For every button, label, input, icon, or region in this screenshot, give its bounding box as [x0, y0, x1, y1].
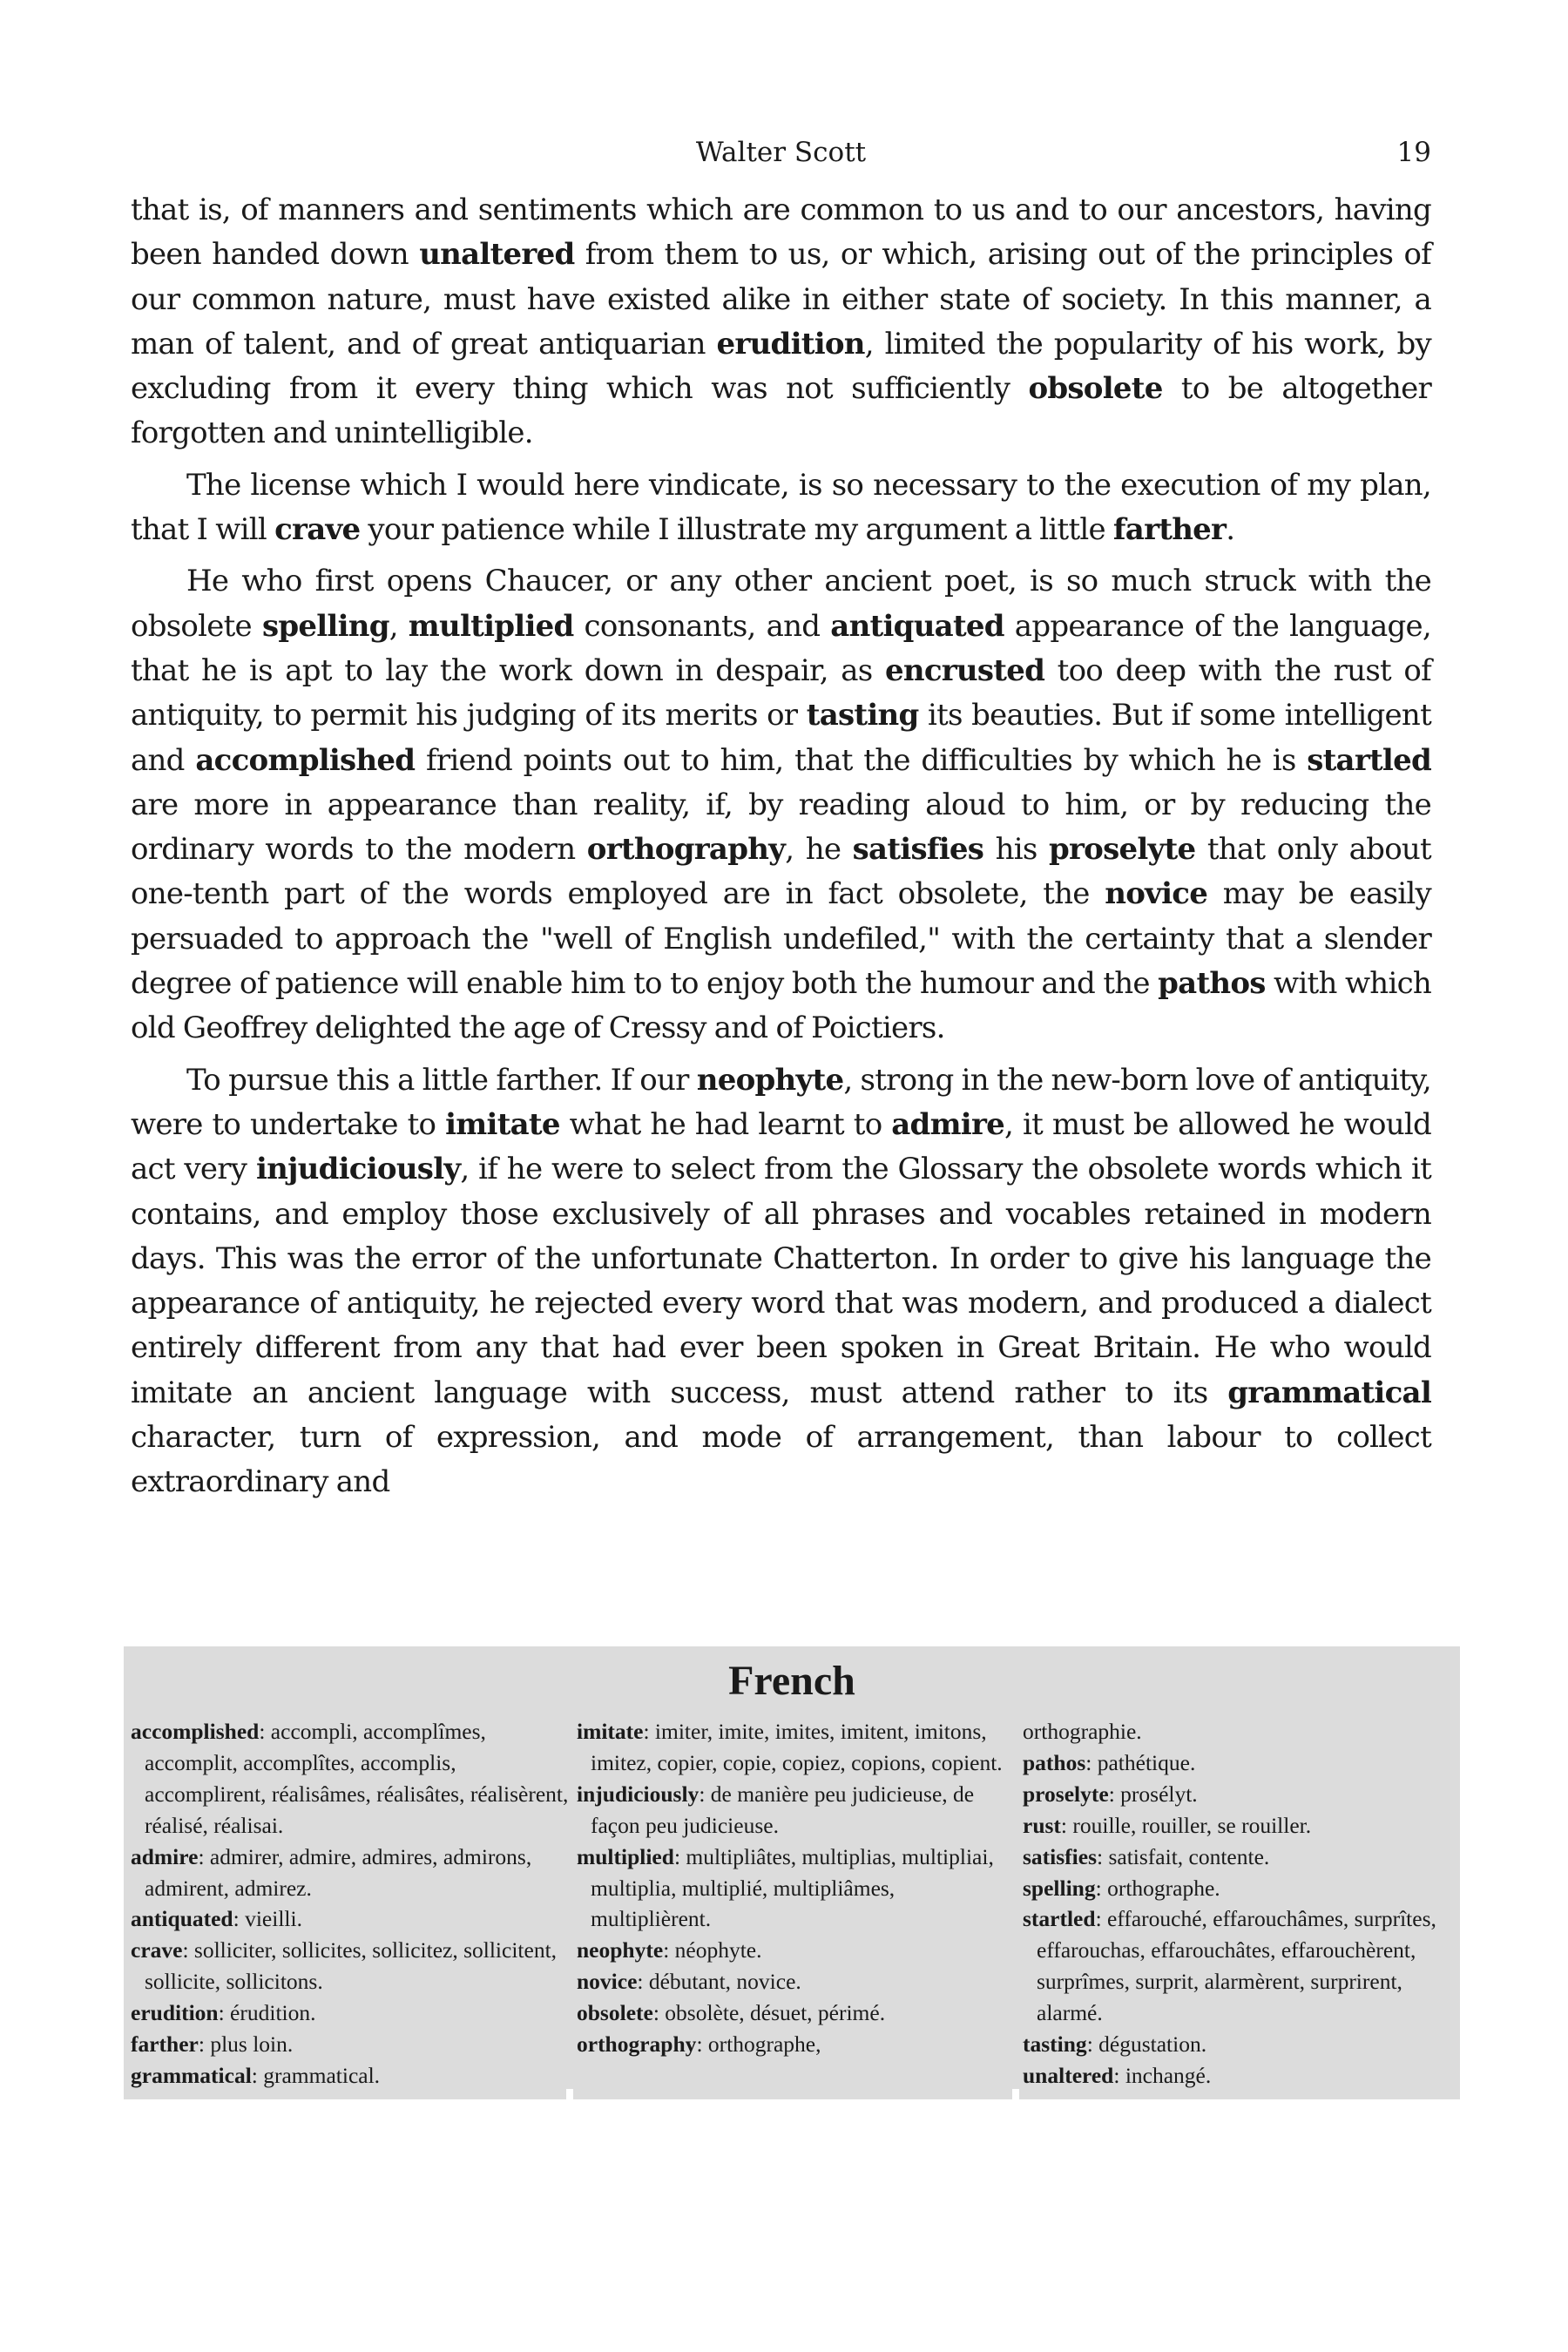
- glossary-definition: : orthographe.: [1095, 1875, 1220, 1901]
- glossary-term: novice: [577, 1969, 638, 1995]
- glossary-entry: [1023, 2029, 1463, 2060]
- glossary-term: crave: [131, 1937, 183, 1963]
- glossary-term: admire: [131, 1843, 199, 1869]
- glossary-keyword: proselyte: [1049, 832, 1196, 868]
- glossary-entry: [577, 1716, 1017, 1779]
- glossary-entry: [577, 1935, 1017, 1966]
- running-head: [131, 132, 1431, 172]
- glossary-entry: [577, 1779, 1017, 1842]
- glossary-term: multiplied: [577, 1843, 674, 1869]
- text-run: are more in appearance than reality, if, by reading aloud to him, or by reducing the ordinary words to the modern: [131, 787, 1431, 868]
- glossary-definition: : satisfait, contente.: [1097, 1843, 1270, 1869]
- glossary-definition: : obsolète, désuet, périmé.: [652, 2000, 886, 2026]
- glossary-entry: [1023, 1842, 1463, 1873]
- glossary-definition: : grammatical.: [251, 2062, 381, 2088]
- glossary-entry: [131, 1842, 571, 1904]
- paragraph: [131, 188, 1431, 456]
- glossary-definition: : plus loin.: [198, 2031, 294, 2058]
- text-run: appearance of the language, that he is apt to lay the work down in despair, as: [131, 608, 1431, 688]
- glossary-entry: [1023, 1810, 1463, 1842]
- paragraph: [131, 463, 1431, 553]
- glossary-term: spelling: [1023, 1875, 1096, 1901]
- glossary-box: [124, 1646, 1460, 2099]
- glossary-entry: [1023, 1716, 1463, 1747]
- glossary-definition: : inchangé.: [1113, 2062, 1212, 2088]
- glossary-term: tasting: [1023, 2031, 1087, 2058]
- body-text: [131, 188, 1431, 1512]
- glossary-definition: : dégustation.: [1086, 2031, 1207, 2058]
- text-run: too deep with the rust of antiquity, to permit his judging of its merits or: [131, 652, 1431, 733]
- column-divider: [566, 2089, 573, 2099]
- glossary-keyword: crave: [274, 512, 361, 548]
- text-run: character, turn of expression, and mode of arrangement, than labour to collect extraordinary and: [131, 1420, 1431, 1500]
- glossary-definition: : néophyte.: [663, 1937, 762, 1963]
- glossary-term: pathos: [1023, 1749, 1086, 1775]
- running-head-title: Walter Scott: [695, 137, 867, 168]
- glossary-keyword: satisfies: [852, 832, 984, 868]
- text-run: with which old Geoffrey delighted the age of Cressy and of Poictiers.: [131, 966, 1432, 1046]
- paragraph: [131, 1058, 1431, 1505]
- text-run: to be altogether forgotten and unintelligible.: [131, 371, 1431, 451]
- glossary-term: rust: [1023, 1812, 1061, 1838]
- text-run: To pursue this a little farther. If our: [186, 1062, 697, 1098]
- glossary-definition: : de manière peu judicieuse, de façon peu judicieuse.: [591, 1781, 975, 1838]
- glossary-keyword: unaltered: [419, 237, 575, 273]
- text-run: consonants, and: [573, 608, 831, 644]
- glossary-definition: : imiter, imite, imites, imitent, imitons, imitez, copier, copie, copiez, copions, copient.: [591, 1719, 1003, 1775]
- glossary-keyword: injudiciously: [255, 1152, 461, 1187]
- glossary-definition: : multipliâtes, multiplias, multipliai, multiplia, multiplié, multipliâmes, multiplièrent.: [591, 1843, 994, 1932]
- glossary-keyword: neophyte: [696, 1062, 844, 1098]
- text-run: may be easily persuaded to approach the "well of English undefiled," with the certainty that a slender degree of patience will enable him to to enjoy both the humour and the: [131, 876, 1431, 1002]
- glossary-title: French: [728, 1658, 855, 1704]
- glossary-entry: [577, 1997, 1017, 2029]
- text-run: his: [983, 832, 1049, 868]
- glossary-keyword: novice: [1105, 876, 1208, 912]
- paragraph: [131, 559, 1431, 1051]
- glossary-entry: [131, 1716, 571, 1842]
- glossary-term: startled: [1023, 1906, 1096, 1932]
- glossary-keyword: farther: [1112, 512, 1227, 548]
- glossary-definition: : accompli, accomplîmes, accomplit, accomplîtes, accomplis, accomplirent, réalisâmes, réalisâtes, réalisèrent, réalisé, réalisai.: [145, 1719, 569, 1838]
- glossary-definition: : débutant, novice.: [637, 1969, 801, 1995]
- glossary-column: [577, 1716, 1017, 2060]
- text-run: , he: [785, 832, 853, 868]
- glossary-definition: : pathétique.: [1085, 1749, 1196, 1775]
- text-run: He who first opens Chaucer, or any other ancient poet, is so much struck with the obsolete: [131, 564, 1431, 644]
- text-run: , if he were to select from the Glossary the obsolete words which it contains, and employ those exclusively of all phrases and vocables retained in modern days. This was the error of the unfortunate Chatterton. In order to give his language the appearance of antiquity, he rejected every word that was modern, and produced a dialect entirely different from any that had ever been spoken in Great Britain. He who would imitate an ancient language with success, must attend rather to its: [131, 1152, 1431, 1410]
- glossary-entry: [131, 2060, 571, 2092]
- glossary-term: neophyte: [577, 1937, 664, 1963]
- glossary-term: proselyte: [1023, 1781, 1109, 1807]
- text-run: The license which I would here vindicate, is so necessary to the execution of my plan, that I will: [131, 467, 1431, 548]
- glossary-definition: : solliciter, sollicites, sollicitez, sollicitent, sollicite, sollicitons.: [145, 1937, 558, 1995]
- text-run: your patience while I illustrate my argument a little: [360, 512, 1113, 548]
- text-run: ,: [389, 608, 409, 644]
- glossary-column: [131, 1716, 571, 2092]
- glossary-definition: : prosélyt.: [1108, 1781, 1198, 1807]
- glossary-term: accomplished: [131, 1719, 260, 1744]
- text-run: that is, of manners and sentiments which are common to us and to our ancestors, having been handed down: [131, 193, 1431, 273]
- glossary-keyword: imitate: [445, 1106, 560, 1142]
- glossary-definition: : effarouché, effarouchâmes, surprîtes, effarouchas, effarouchâtes, effarouchèrent, surprîmes, surprit, alarmèrent, surprirent, alarmé.: [1037, 1906, 1436, 2026]
- glossary-entry: [1023, 2060, 1463, 2092]
- glossary-definition: orthographie.: [1023, 1719, 1142, 1744]
- glossary-term: imitate: [577, 1719, 644, 1744]
- glossary-term: injudiciously: [577, 1781, 700, 1807]
- text-run: .: [1226, 512, 1235, 548]
- glossary-definition: : admirer, admire, admires, admirons, admirent, admirez.: [145, 1843, 532, 1901]
- page-number: 19: [1396, 137, 1431, 168]
- glossary-entry: [1023, 1747, 1463, 1779]
- text-run: , limited the popularity of his work, by excluding from it every thing which was not sufficiently: [131, 326, 1431, 407]
- glossary-entry: [1023, 1779, 1463, 1810]
- glossary-term: antiquated: [131, 1906, 233, 1932]
- text-run: that only about one-tenth part of the words employed are in fact obsolete, the: [131, 832, 1431, 912]
- glossary-keyword: spelling: [261, 608, 389, 644]
- glossary-term: grammatical: [131, 2062, 252, 2088]
- glossary-keyword: tasting: [806, 698, 919, 733]
- glossary-keyword: accomplished: [195, 742, 416, 778]
- glossary-term: satisfies: [1023, 1843, 1097, 1869]
- glossary-keyword: erudition: [716, 326, 865, 362]
- glossary-keyword: orthography: [586, 832, 786, 868]
- glossary-term: farther: [131, 2031, 199, 2058]
- text-run: what he had learnt to: [559, 1106, 892, 1142]
- glossary-definition: : érudition.: [218, 2000, 316, 2026]
- glossary-keyword: pathos: [1158, 966, 1266, 1002]
- glossary-entry: [131, 1997, 571, 2029]
- glossary-keyword: obsolete: [1028, 371, 1163, 407]
- text-run: , it must be allowed he would act very: [131, 1106, 1432, 1187]
- glossary-term: unaltered: [1023, 2062, 1114, 2088]
- text-run: friend points out to him, that the difficulties by which he is: [415, 742, 1308, 778]
- glossary-keyword: antiquated: [830, 608, 1004, 644]
- glossary-entry: [131, 1903, 571, 1935]
- glossary-keyword: grammatical: [1227, 1375, 1431, 1410]
- glossary-entry: [131, 2029, 571, 2060]
- glossary-term: obsolete: [577, 2000, 653, 2026]
- glossary-entry: [1023, 1873, 1463, 1904]
- glossary-entry: [577, 1966, 1017, 1997]
- glossary-definition: : rouille, rouiller, se rouiller.: [1060, 1812, 1312, 1838]
- glossary-term: orthography: [577, 2031, 697, 2058]
- glossary-keyword: encrusted: [884, 652, 1045, 688]
- glossary-term: erudition: [131, 2000, 219, 2026]
- glossary-column: [1023, 1716, 1463, 2092]
- glossary-keyword: startled: [1307, 742, 1432, 778]
- glossary-definition: : vieilli.: [233, 1906, 302, 1932]
- glossary-entry: [1023, 1903, 1463, 2029]
- text-run: from them to us, or which, arising out of the principles of our common nature, must have existed alike in either state of society. In this manner, a man of talent, and of great antiquarian: [131, 237, 1432, 362]
- text-run: , strong in the new-born love of antiquity, were to undertake to: [131, 1062, 1431, 1142]
- glossary-entry: [577, 2029, 1017, 2060]
- glossary-entry: [131, 1935, 571, 1997]
- column-divider: [1012, 2089, 1019, 2099]
- glossary-keyword: multiplied: [408, 608, 574, 644]
- glossary-entry: [577, 1842, 1017, 1936]
- glossary-definition: : orthographe,: [696, 2031, 821, 2058]
- glossary-keyword: admire: [891, 1106, 1005, 1142]
- text-run: its beauties. But if some intelligent and: [131, 698, 1431, 778]
